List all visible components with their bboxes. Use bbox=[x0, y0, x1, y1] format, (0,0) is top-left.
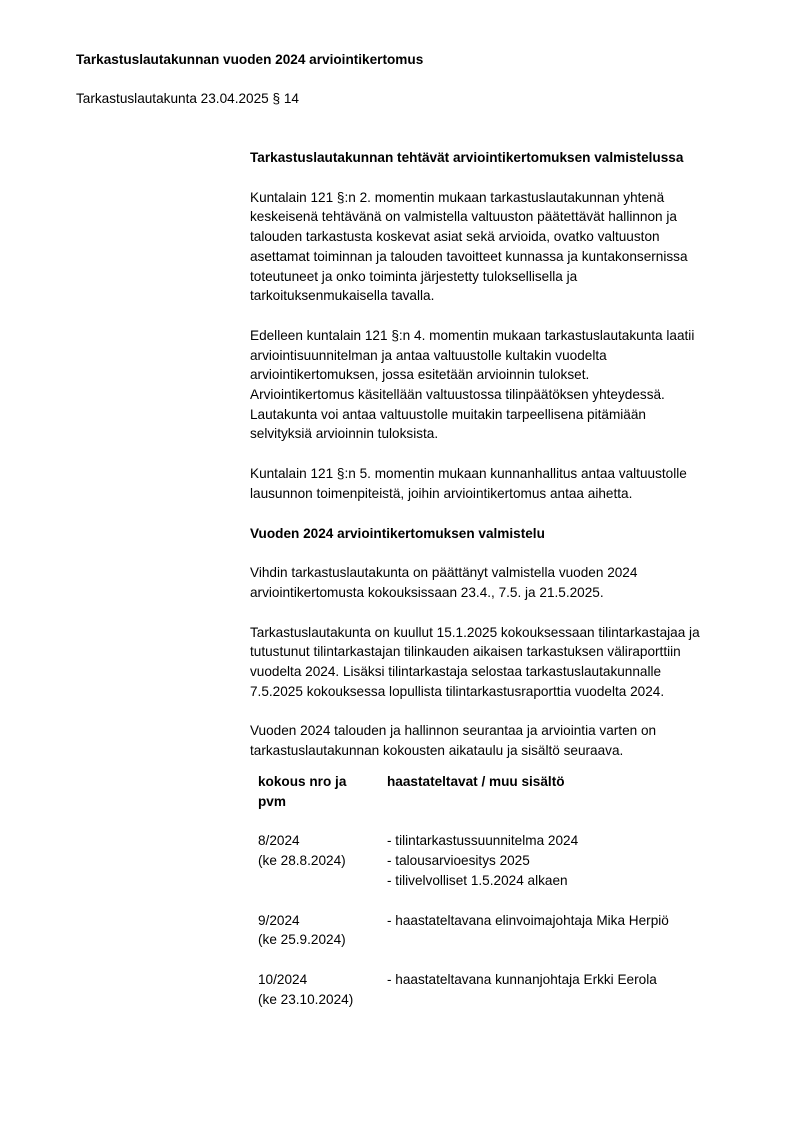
text-line: Vuoden 2024 talouden ja hallinnon seurantaa ja arviointia varten on bbox=[250, 723, 657, 739]
content-cell bbox=[387, 970, 738, 1009]
text-line: asettamat toiminnan ja talouden tavoitteet kunnassa ja kuntakonsernissa bbox=[250, 248, 688, 264]
text-line: talouden tarkastusta koskevat asiat sekä arvioida, ovatko valtuuston bbox=[250, 229, 660, 245]
paragraph-kuntalain-2-momentti bbox=[250, 188, 750, 306]
document-title: Tarkastuslautakunnan vuoden 2024 arviointikertomus bbox=[76, 52, 424, 67]
column-header-content: haastateltavat / muu sisältö bbox=[387, 774, 565, 789]
paragraph-kuntalain-4-momentti bbox=[250, 326, 750, 444]
meeting-number: 9/2024 bbox=[258, 912, 300, 928]
text-line: tutustunut tilintarkastajan tilinkauden aikaisen tarkastuksen väliraporttiin bbox=[250, 644, 681, 660]
content-item: - haastateltavana kunnanjohtaja Erkki Eerola bbox=[387, 971, 657, 987]
header-line: kokous nro ja bbox=[258, 774, 347, 789]
content-item: - haastateltavana elinvoimajohtaja Mika Herpiö bbox=[387, 912, 669, 928]
content-item: - talousarvioesitys 2025 bbox=[387, 853, 530, 869]
text-line: selvityksiä arvioinnin tuloksista. bbox=[250, 426, 439, 442]
text-line: tarkastuslautakunnan kokousten aikataulu ja sisältö seuraava. bbox=[250, 743, 624, 759]
text-line: tarkoituksenmukaisella tavalla. bbox=[250, 288, 435, 304]
text-line: keskeisenä tehtävänä on valmistella valtuuston päätettävät hallinnon ja bbox=[250, 209, 677, 225]
paragraph-meeting-dates bbox=[250, 563, 750, 602]
paragraph-kuntalain-5-momentti bbox=[250, 464, 750, 503]
document-body bbox=[250, 148, 750, 781]
text-line: Kuntalain 121 §:n 5. momentin mukaan kunnanhallitus antaa valtuustolle bbox=[250, 466, 687, 482]
content-item: - tilintarkastussuunnitelma 2024 bbox=[387, 833, 579, 849]
section-heading-tasks: Tarkastuslautakunnan tehtävät arviointikertomuksen valmistelussa bbox=[250, 150, 684, 165]
text-line: Edelleen kuntalain 121 §:n 4. momentin mukaan tarkastuslautakunta laatii bbox=[250, 327, 695, 343]
schedule-header-row bbox=[258, 772, 738, 811]
section-heading-preparation: Vuoden 2024 arviointikertomuksen valmistelu bbox=[250, 525, 545, 541]
meeting-date: (ke 25.9.2024) bbox=[258, 932, 346, 948]
text-line: arviointisuunnitelman ja antaa valtuustolle kultakin vuodelta bbox=[250, 347, 607, 363]
meeting-cell bbox=[258, 831, 387, 890]
text-line: Arviointikertomus käsitellään valtuustossa tilinpäätöksen yhteydessä. bbox=[250, 387, 665, 403]
content-item: - tilivelvolliset 1.5.2024 alkaen bbox=[387, 872, 568, 888]
text-line: Kuntalain 121 §:n 2. momentin mukaan tarkastuslautakunnan yhtenä bbox=[250, 189, 665, 205]
column-header-meeting bbox=[258, 772, 387, 811]
text-line: arviointikertomuksen, jossa esitetään arvioinnin tulokset. bbox=[250, 367, 590, 383]
paragraph-auditor-hearing bbox=[250, 623, 750, 702]
meeting-reference: Tarkastuslautakunta 23.04.2025 § 14 bbox=[76, 91, 299, 106]
text-line: 7.5.2025 kokouksessa lopullista tilintarkastusraporttia vuodelta 2024. bbox=[250, 683, 665, 699]
text-line: arviointikertomusta kokouksissaan 23.4., 7.5. ja 21.5.2025. bbox=[250, 584, 604, 600]
text-line: lausunnon toimenpiteistä, joihin arviointikertomus antaa aihetta. bbox=[250, 485, 633, 501]
meeting-schedule-table bbox=[258, 772, 738, 1029]
schedule-row bbox=[258, 911, 738, 950]
schedule-row bbox=[258, 831, 738, 890]
meeting-number: 8/2024 bbox=[258, 833, 300, 849]
text-line: vuodelta 2024. Lisäksi tilintarkastaja selostaa tarkastuslautakunnalle bbox=[250, 664, 662, 680]
meeting-date: (ke 28.8.2024) bbox=[258, 853, 346, 869]
meeting-cell bbox=[258, 970, 387, 1009]
text-line: toteutuneet ja onko toiminta järjestetty tuloksellisella ja bbox=[250, 268, 578, 284]
schedule-row bbox=[258, 970, 738, 1009]
text-line: Vihdin tarkastuslautakunta on päättänyt valmistella vuoden 2024 bbox=[250, 565, 638, 581]
meeting-number: 10/2024 bbox=[258, 971, 308, 987]
paragraph-schedule-intro bbox=[250, 721, 750, 760]
meeting-date: (ke 23.10.2024) bbox=[258, 991, 354, 1007]
meeting-cell bbox=[258, 911, 387, 950]
content-cell bbox=[387, 831, 738, 890]
text-line: Tarkastuslautakunta on kuullut 15.1.2025 kokouksessaan tilintarkastajaa ja bbox=[250, 624, 700, 640]
content-cell bbox=[387, 911, 738, 950]
text-line: Lautakunta voi antaa valtuustolle muitakin tarpeellisena pitämiään bbox=[250, 406, 646, 422]
header-line: pvm bbox=[258, 793, 286, 809]
